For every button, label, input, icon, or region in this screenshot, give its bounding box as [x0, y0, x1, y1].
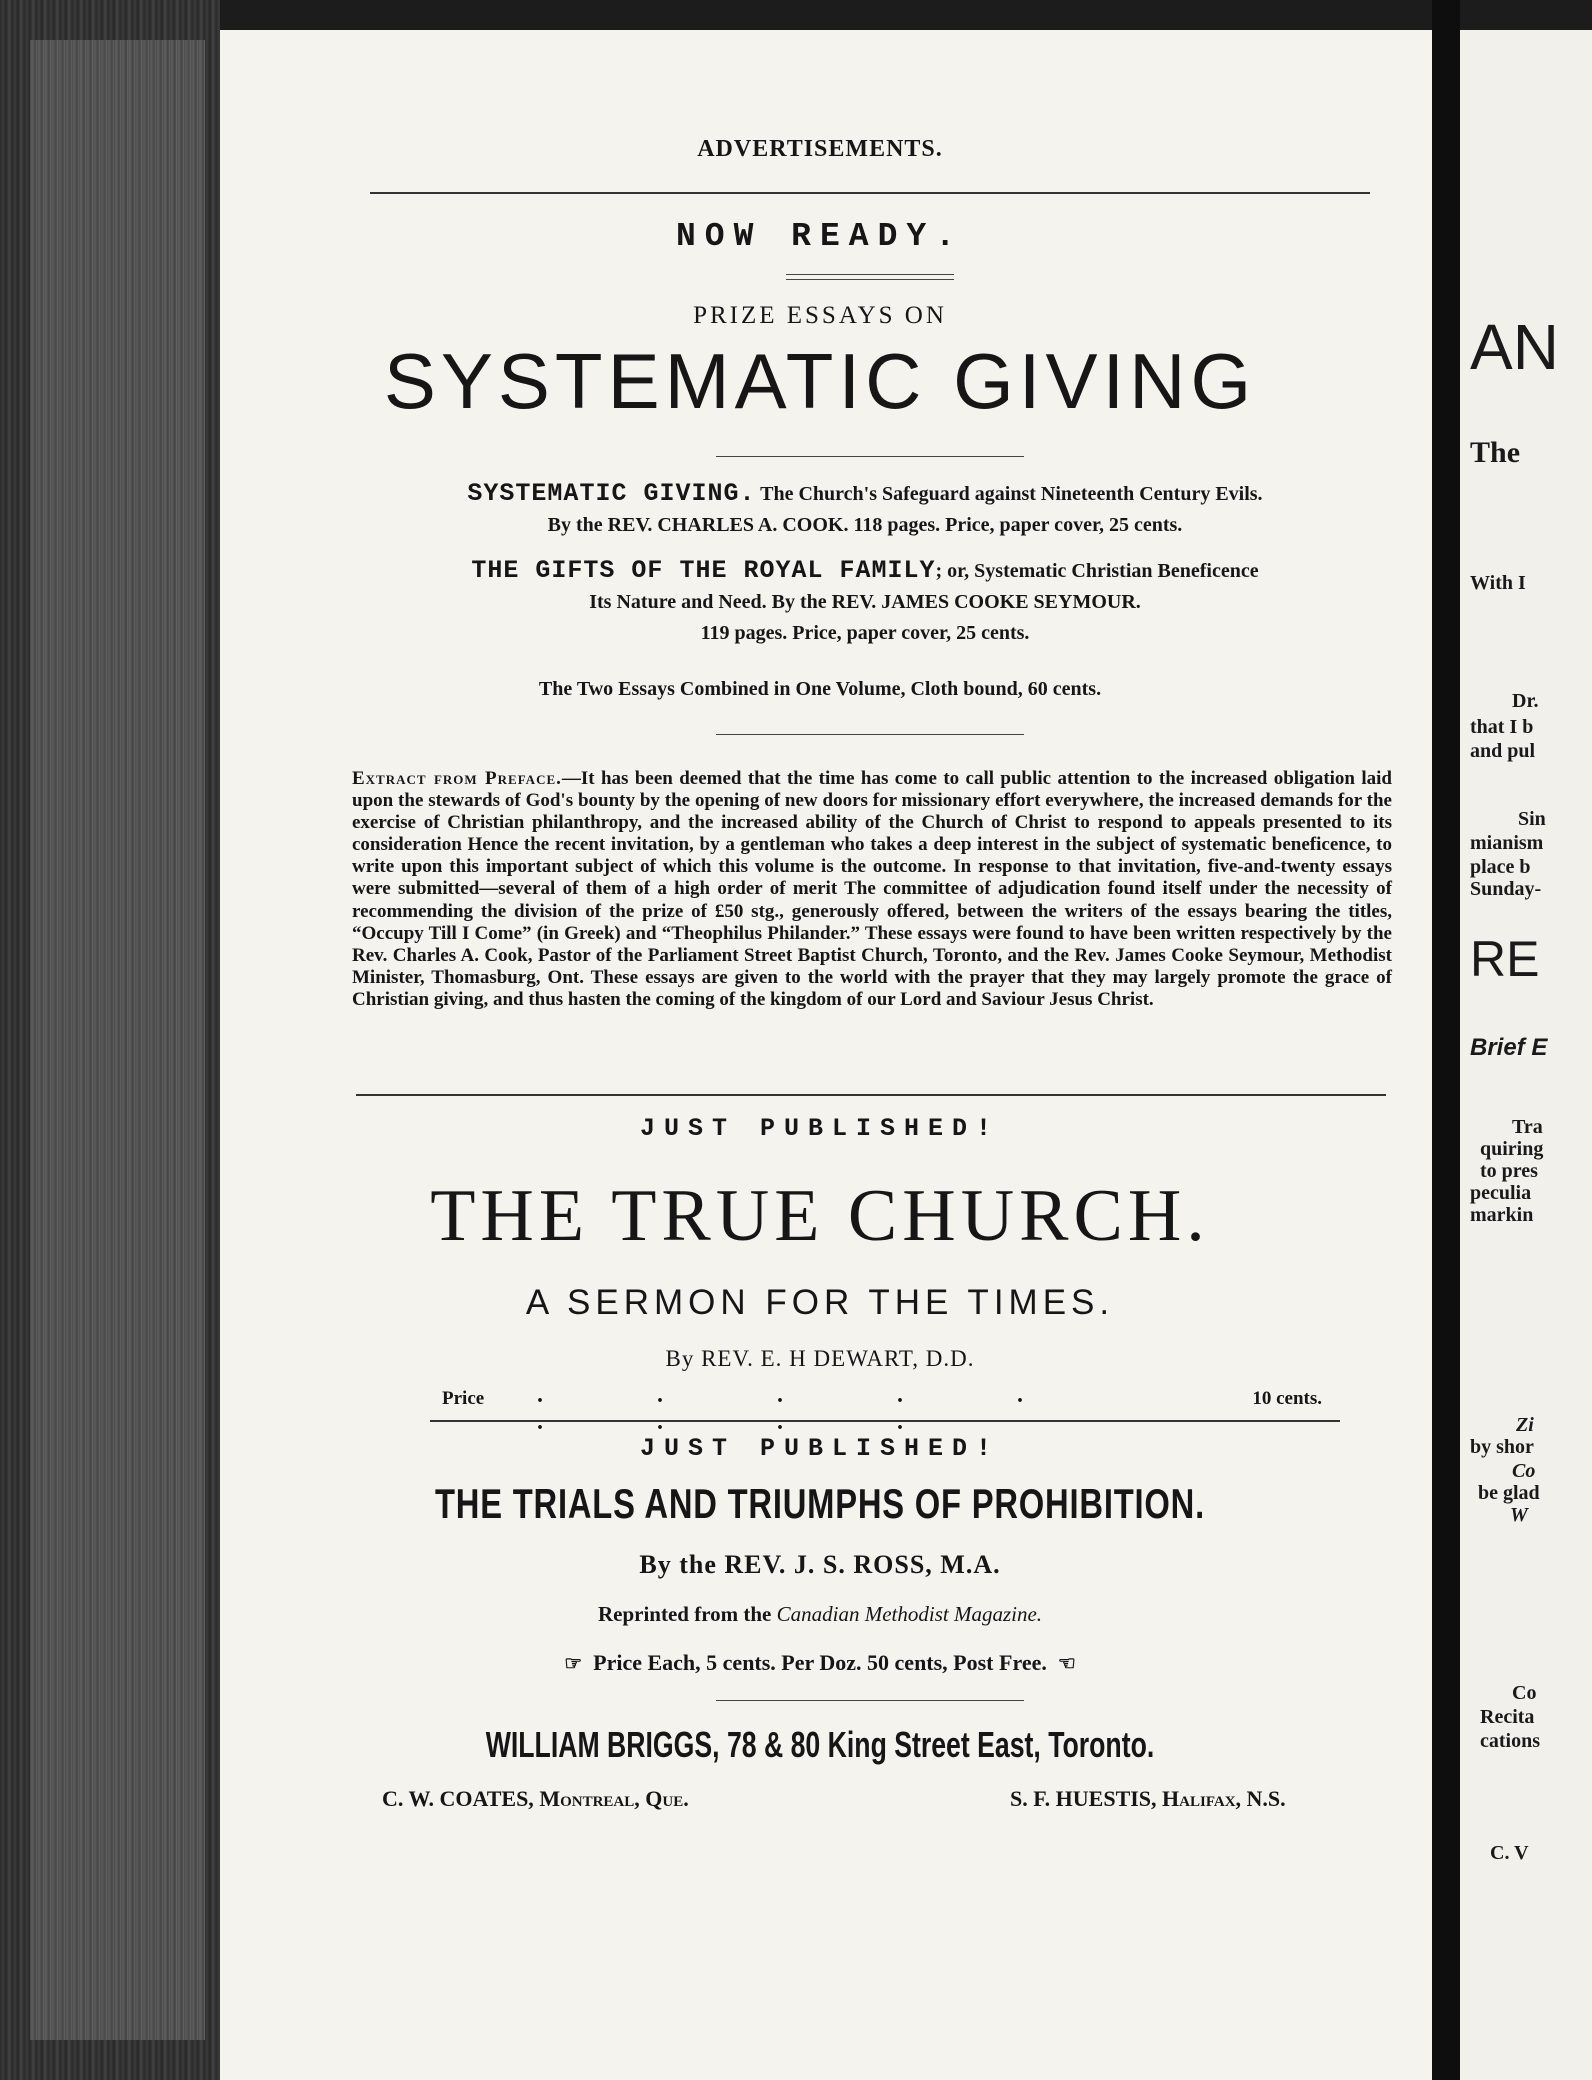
- fragment: cations: [1480, 1730, 1540, 1752]
- fragment: Sin: [1518, 808, 1546, 830]
- fragment: Co: [1512, 1460, 1536, 1482]
- agent-place: Montreal, Que.: [539, 1786, 689, 1811]
- page-gutter: [1432, 0, 1460, 2080]
- fragment: peculia: [1470, 1182, 1532, 1204]
- publisher-main: WILLIAM BRIGGS, 78 & 80 King Street East, Toronto.: [485, 1724, 1155, 1765]
- pamphlet-price: [230, 1650, 1410, 1676]
- sermon-subtitle: A SERMON FOR THE TIMES.: [525, 1283, 1115, 1322]
- essay-entry-cook: [345, 478, 1385, 541]
- double-rule-top: [786, 274, 954, 275]
- fragment: and pul: [1470, 740, 1536, 762]
- essay-subtitle: ; or, Systematic Christian Beneficence: [935, 560, 1259, 582]
- section-rule: [716, 734, 1024, 735]
- essays-pre-title: PRIZE ESSAYS ON: [693, 302, 947, 329]
- publisher-halifax: [1010, 1786, 1286, 1812]
- sermon-author: By REV. E. H DEWART, D.D.: [665, 1346, 975, 1371]
- just-published-label: JUST PUBLISHED!: [639, 1434, 1001, 1463]
- section-rule: [716, 1700, 1024, 1701]
- fragment: be glad: [1478, 1482, 1540, 1504]
- agent-name: S. F. HUESTIS,: [1010, 1786, 1157, 1811]
- fragment: mianism: [1470, 832, 1544, 854]
- fragment: Sunday-: [1470, 878, 1542, 900]
- header-rule: [370, 192, 1370, 194]
- book-spine: [0, 0, 220, 2080]
- preface-extract: [352, 768, 1392, 1011]
- publisher-montreal: [382, 1786, 689, 1812]
- fragment: AN: [1470, 311, 1559, 383]
- fragment: Recita: [1480, 1706, 1535, 1728]
- price-leader-dots: . . . . . . . . .: [537, 1382, 1077, 1435]
- agent-name: C. W. COATES,: [382, 1786, 534, 1811]
- essay-details: By the REV. CHARLES A. COOK. 118 pages. Price, paper cover, 25 cents.: [547, 514, 1183, 536]
- fragment: that I b: [1470, 716, 1534, 738]
- section-rule: [356, 1094, 1386, 1096]
- fragment: The: [1470, 436, 1521, 469]
- fragment: by shor: [1470, 1436, 1534, 1458]
- pointing-hand-icon: ☜: [1057, 1653, 1076, 1675]
- pamphlet-price-text: Price Each, 5 cents. Per Doz. 50 cents, Post Free.: [593, 1650, 1047, 1675]
- fragment: RE: [1470, 931, 1540, 987]
- price-value: 10 cents.: [1252, 1388, 1322, 1409]
- agent-place: Halifax, N.S.: [1162, 1786, 1286, 1811]
- essay-title: SYSTEMATIC GIVING.: [467, 479, 756, 508]
- section-rule: [430, 1420, 1340, 1422]
- price-label: Price: [442, 1388, 485, 1409]
- extract-label: Extract from Preface.: [352, 768, 562, 789]
- fragment: Tra: [1512, 1116, 1543, 1138]
- page-header: ADVERTISEMENTS.: [697, 136, 943, 162]
- pamphlet-author: By the REV. J. S. ROSS, M.A.: [639, 1550, 1001, 1579]
- now-ready-banner: NOW READY.: [675, 218, 965, 255]
- essay-entry-seymour: [345, 555, 1385, 649]
- combined-volume-offer: The Two Essays Combined in One Volume, Cloth bound, 60 cents.: [538, 678, 1102, 700]
- fragment: Dr.: [1512, 690, 1539, 712]
- fragment: With I: [1470, 572, 1526, 594]
- fragment: Brief E: [1470, 1034, 1548, 1061]
- extract-text: —It has been deemed that the time has come to call public attention to the increased obligation laid upon the stewards of God's bounty by the opening of new doors for missionary effort everywhere, the increased demands for the exercise of Christian philanthropy, and the increased ability of the Church of Christ to respond to appeals presented to its consideration Hence the recent invitation, by a gentleman who takes a deep interest in the subject of systematic beneficence, to write upon this important subject of which this volume is the outcome. In response to that invitation, five-and-twenty essays were submitted—several of them of a high order of merit The committee of adjudication found itself under the necessity of recommending the division of the prize of £50 stg., generously offered, between the writers of the essays bearing the titles, “Occupy Till I Come” (in Greek) and “Theophilus Philander.” These essays were found to have been written respectively by the Rev. Charles A. Cook, Pastor of the Parliament Street Baptist Church, Toronto, and the Rev. James Cooke Seymour, Methodist Minister, Thomasburg, Ont. These essays are given to the world with the prayer that they may largely promote the grace of Christian giving, and thus hasten the coming of the kingdom of our Lord and Saviour Jesus Christ.: [352, 768, 1392, 1010]
- reprint-prefix: Reprinted from the: [597, 1602, 772, 1626]
- just-published-label: JUST PUBLISHED!: [639, 1114, 1001, 1143]
- fragment: place b: [1470, 856, 1531, 878]
- fragment: Zi: [1516, 1414, 1534, 1436]
- fragment: Co: [1512, 1682, 1537, 1704]
- reprint-source: Canadian Methodist Magazine.: [776, 1602, 1043, 1626]
- fragment: quiring: [1480, 1138, 1544, 1160]
- reprint-note: [230, 1602, 1410, 1627]
- page-edges: [30, 40, 205, 2040]
- fragment: to pres: [1480, 1160, 1538, 1182]
- essay-title: THE GIFTS OF THE ROYAL FAMILY: [471, 556, 936, 585]
- fragment: W: [1510, 1504, 1528, 1526]
- essay-price: 119 pages. Price, paper cover, 25 cents.: [700, 622, 1030, 644]
- essay-details: Its Nature and Need. By the REV. JAMES COOKE SEYMOUR.: [589, 591, 1141, 613]
- essays-title: SYSTEMATIC GIVING: [383, 337, 1257, 425]
- sermon-title: THE TRUE CHURCH.: [430, 1175, 1210, 1257]
- adjacent-page-fragment: [1460, 30, 1592, 2080]
- essay-subtitle: The Church's Safeguard against Nineteenth Century Evils.: [760, 483, 1263, 505]
- pamphlet-title: THE TRIALS AND TRIUMPHS OF PROHIBITION.: [435, 1480, 1205, 1527]
- fragment: markin: [1470, 1204, 1534, 1226]
- double-rule-bottom: [786, 279, 954, 280]
- fragment: C. V: [1490, 1842, 1529, 1864]
- section-rule: [716, 456, 1024, 457]
- pointing-hand-icon: ☞: [564, 1653, 583, 1675]
